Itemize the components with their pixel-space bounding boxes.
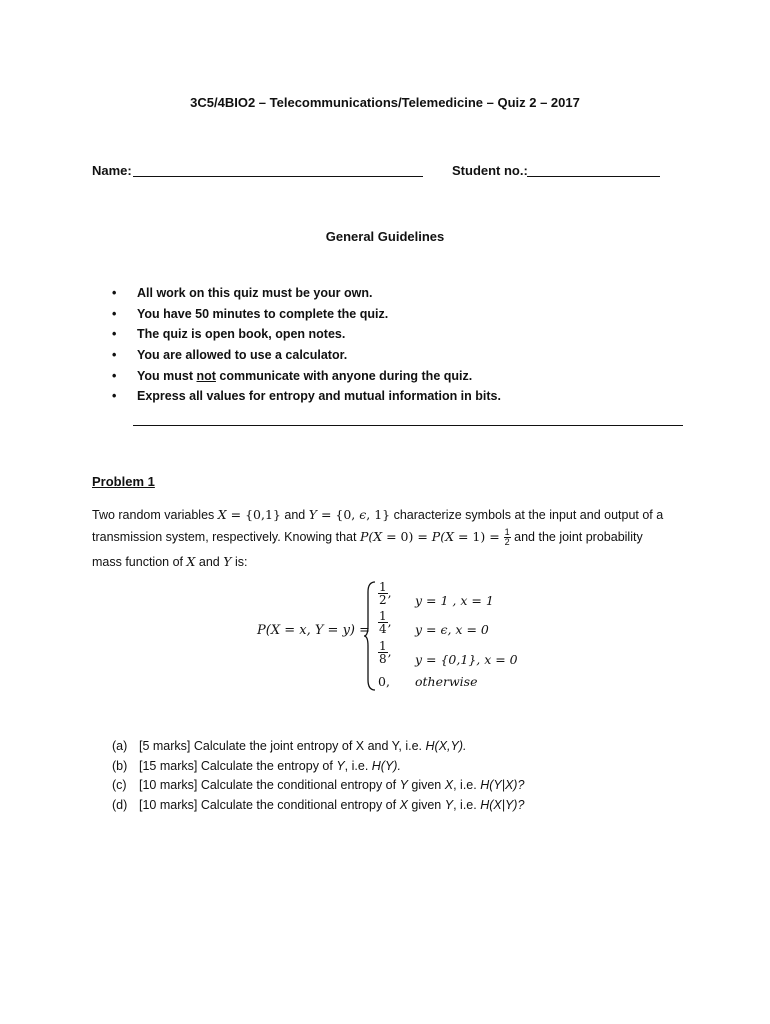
problem-heading: Problem 1 — [92, 474, 155, 489]
pmf-condition-3: y = {0,1}, x = 0 — [415, 652, 518, 667]
guidelines-list — [112, 283, 501, 407]
pmf-case-1: $\frac{1}{2}$ , — [379, 580, 392, 607]
question-list — [112, 737, 524, 815]
name-field-line — [133, 176, 423, 177]
pmf-condition-1: y = 1 , x = 1 — [415, 593, 494, 608]
page-title: 3C5/4BIO2 – Telecommunications/Telemedicine – Quiz 2 – 2017 — [190, 95, 580, 110]
pmf-case-2: $\frac{1}{4}$ , — [379, 609, 392, 636]
question-a: (a) [5 marks] Calculate the joint entropy of X and Y, i.e. H(X,Y). — [112, 739, 467, 753]
guideline-item: • You are allowed to use a calculator. — [112, 345, 501, 366]
problem-text-line-1: Two random variables X = {0,1} and Y = {0, ϵ, 1} characterize symbols at the input and output of a — [92, 507, 664, 522]
fraction-one-half: $\frac{1}{2}$ — [504, 527, 510, 547]
bullet-icon: • — [112, 368, 117, 383]
bullet-icon: • — [112, 389, 117, 404]
guideline-item: • All work on this quiz must be your own. — [112, 283, 501, 304]
pmf-case-4: 0, — [378, 674, 390, 689]
guideline-item: • You have 50 minutes to complete the quiz. — [112, 304, 501, 325]
guideline-item: • The quiz is open book, open notes. — [112, 324, 501, 345]
student-no-label: Student no.: — [452, 163, 528, 178]
pmf-condition-2: y = ϵ, x = 0 — [415, 622, 489, 637]
guideline-item: • You must not communicate with anyone during the quiz. — [112, 366, 501, 387]
pmf-case-3: $\frac{1}{8}$ , — [379, 639, 392, 666]
problem-text-line-2: transmission system, respectively. Knowing that P(X = 0) = P(X = 1) = $\frac{1}{2}$ and the joint probability — [92, 527, 643, 547]
pmf-condition-4: otherwise — [415, 674, 478, 689]
pmf-lhs: P(X = x, Y = y) = — [257, 623, 371, 638]
question-b: (b) [15 marks] Calculate the entropy of Y, i.e. H(Y). — [112, 758, 401, 773]
bullet-icon: • — [112, 286, 117, 300]
name-label: Name: — [92, 163, 132, 178]
student-no-field-line — [527, 176, 660, 177]
guideline-item: • Express all values for entropy and mutual information in bits. — [112, 386, 501, 407]
bullet-icon: • — [112, 306, 117, 321]
question-d: (d) [10 marks] Calculate the conditional entropy of X given Y, i.e. H(X|Y)? — [112, 797, 525, 812]
bullet-icon: • — [112, 348, 117, 363]
section-divider — [133, 425, 683, 426]
bullet-icon: • — [112, 327, 117, 342]
emphasis-not: not — [196, 368, 216, 383]
left-brace-icon — [363, 580, 377, 692]
question-c: (c) [10 marks] Calculate the conditional entropy of Y given X, i.e. H(Y|X)? — [112, 778, 525, 792]
guidelines-heading: General Guidelines — [325, 229, 445, 244]
problem-text-line-3: mass function of X and Y is: — [92, 554, 248, 569]
